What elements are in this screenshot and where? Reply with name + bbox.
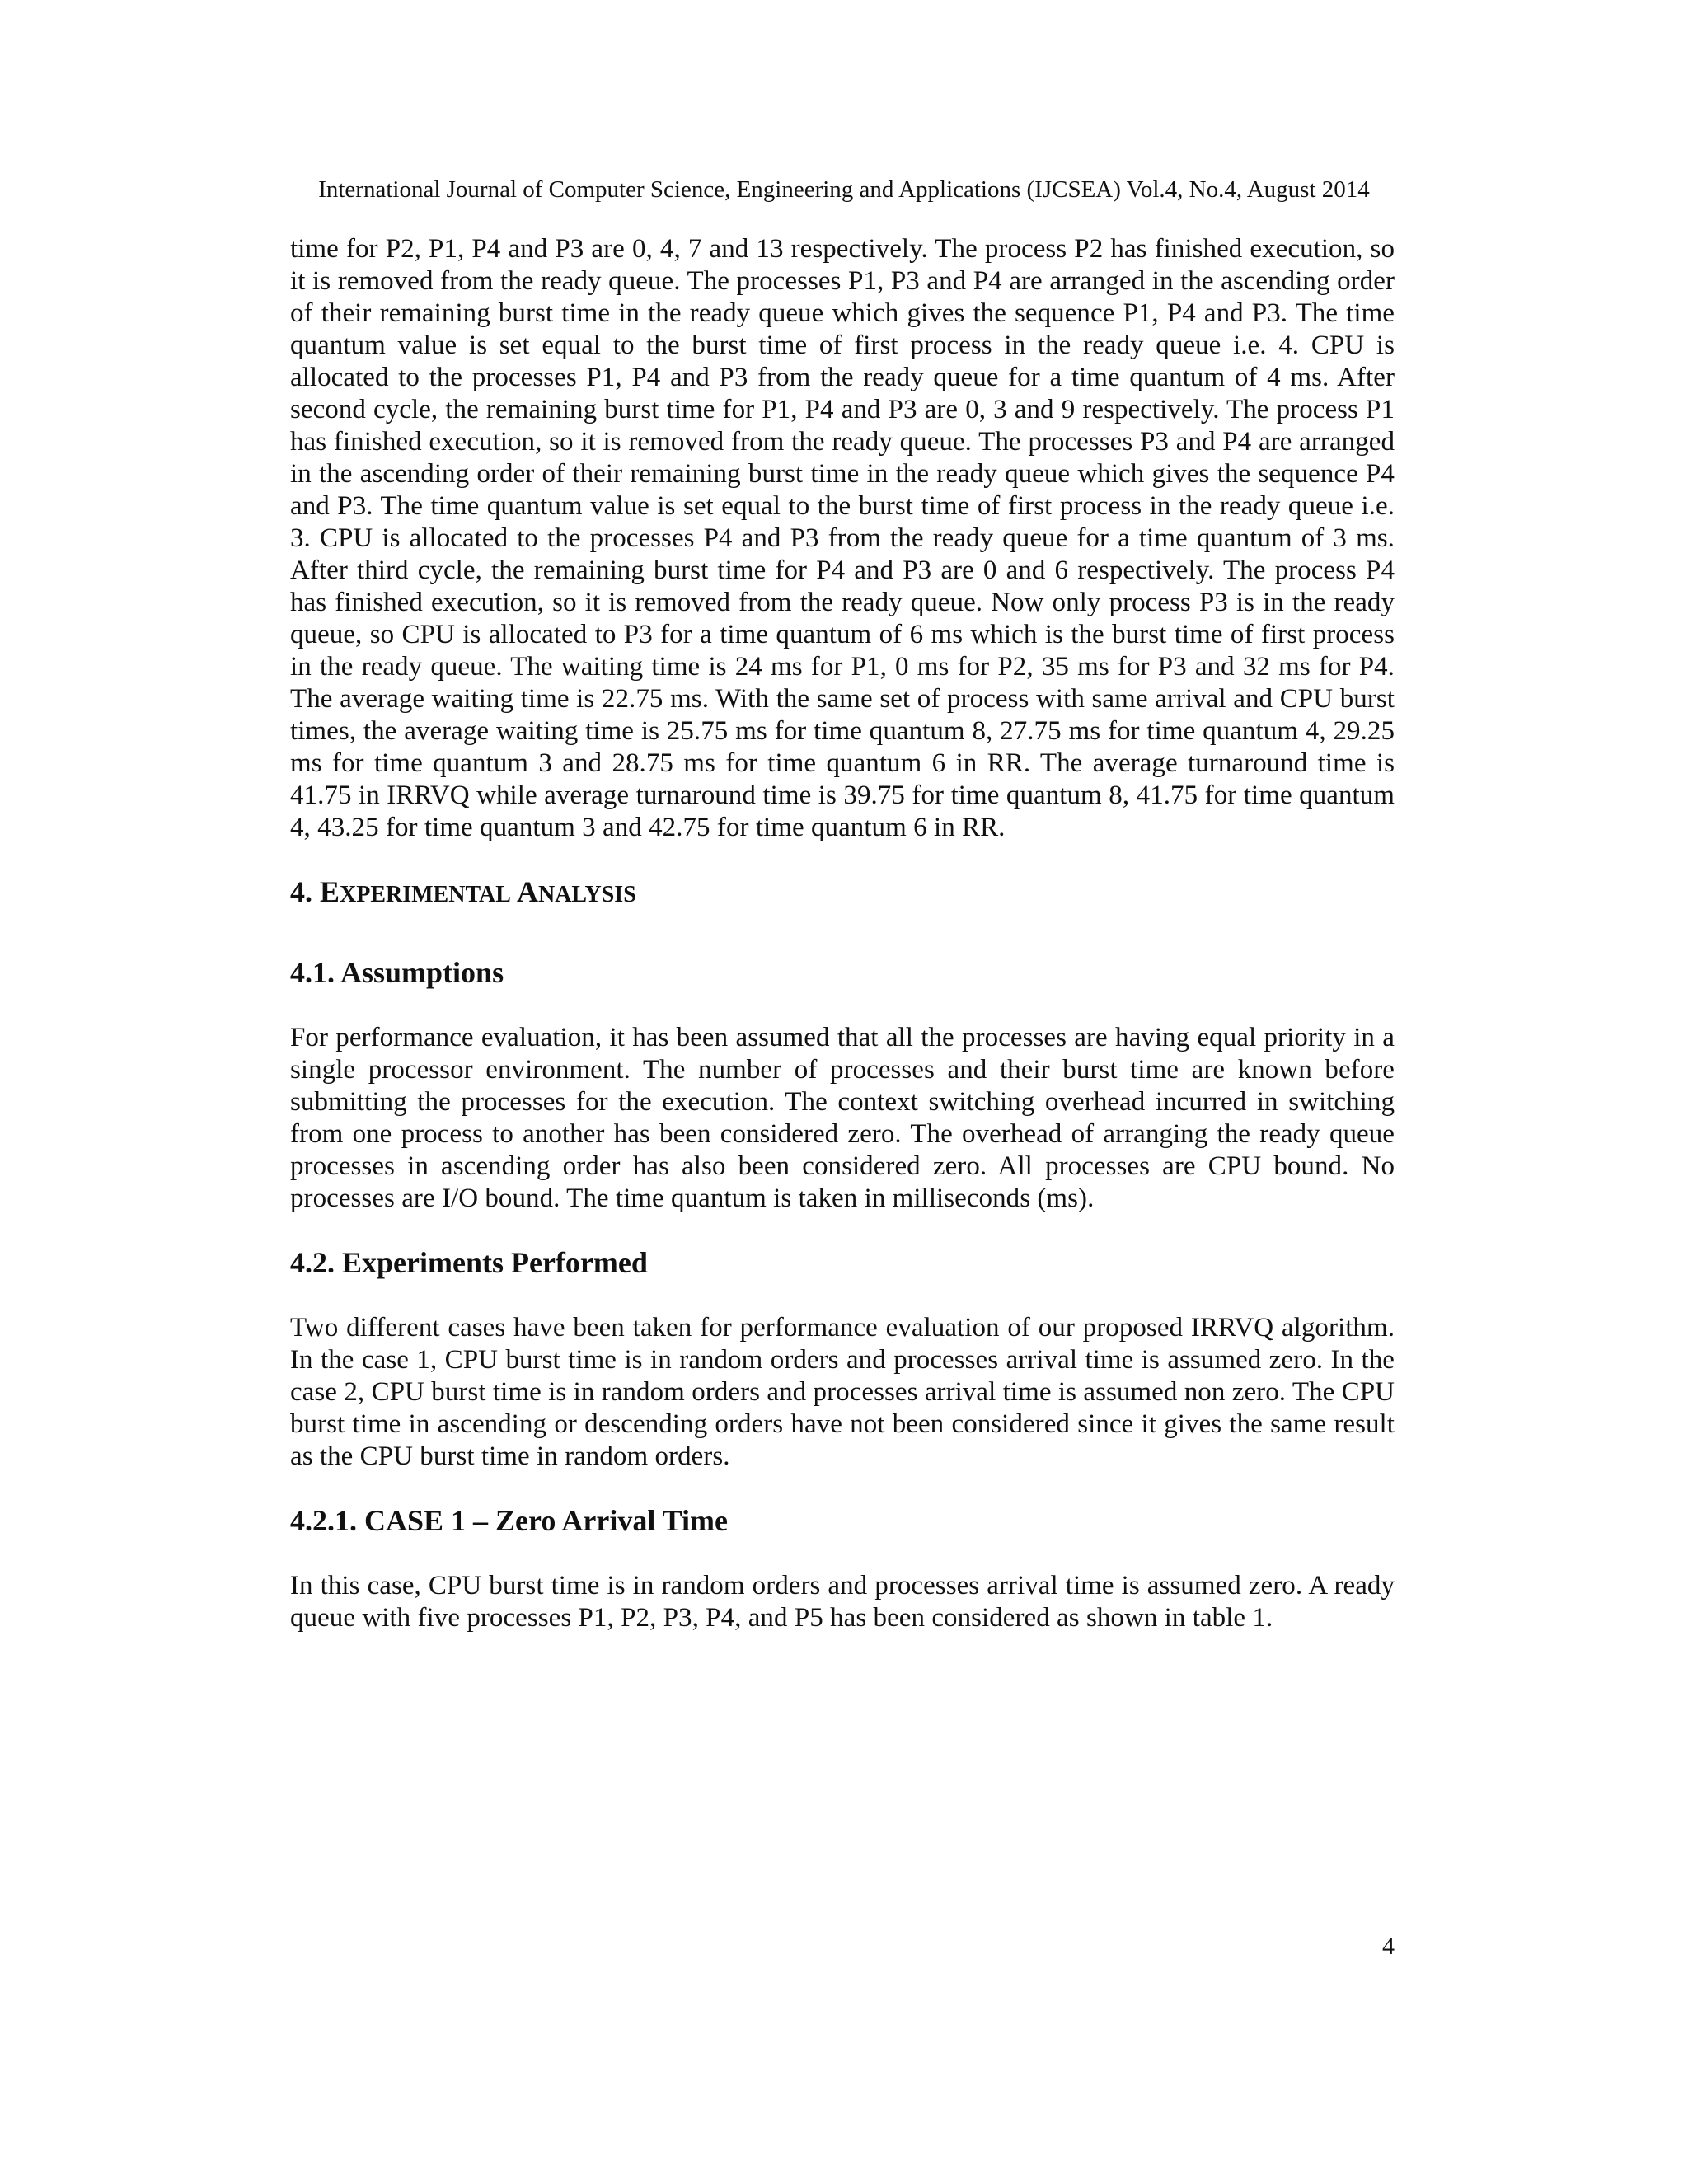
section-number: 4.: [290, 875, 320, 908]
paragraph-example-walkthrough: time for P2, P1, P4 and P3 are 0, 4, 7 and 13 respectively. The process P2 has finished execution, so it is removed from the ready queue. The processes P1, P3 and P4 are arranged in the ascending order of their remaining burst time in the ready queue which gives the sequence P1, P4 and P3. The time quantum value is set equal to the burst time of first process in the ready queue i.e. 4. CPU is allocated to the processes P1, P4 and P3 from the ready queue for a time quantum of 4 ms. After second cycle, the remaining burst time for P1, P4 and P3 are 0, 3 and 9 respectively. The process P1 has finished execution, so it is removed from the ready queue. The processes P3 and P4 are arranged in the ascending order of their remaining burst time in the ready queue which gives the sequence P4 and P3. The time quantum value is set equal to the burst time of first process in the ready queue i.e. 3. CPU is allocated to the processes P4 and P3 from the ready queue for a time quantum of 3 ms. After third cycle, the remaining burst time for P4 and P3 are 0 and 6 respectively. The process P4 has finished execution, so it is removed from the ready queue. Now only process P3 is in the ready queue, so CPU is allocated to P3 for a time quantum of 6 ms which is the burst time of first process in the ready queue. The waiting time is 24 ms for P1, 0 ms for P2, 35 ms for P3 and 32 ms for P4. The average waiting time is 22.75 ms. With the same set of process with same arrival and CPU burst times, the average waiting time is 25.75 ms for time quantum 8, 27.75 ms for time quantum 4, 29.25 ms for time quantum 3 and 28.75 ms for time quantum 6 in RR. The average turnaround time is 41.75 in IRRVQ while average turnaround time is 39.75 for time quantum 8, 41.75 for time quantum 4, 43.25 for time quantum 3 and 42.75 for time quantum 6 in RR.: [290, 234, 1395, 842]
section-title-cap-2: A: [510, 875, 538, 908]
section-title-small-2: NALYSIS: [537, 882, 636, 907]
subsection-heading-case-1: 4.2.1. CASE 1 – Zero Arrival Time: [290, 1504, 728, 1537]
paragraph-assumptions: For performance evaluation, it has been assumed that all the processes are having equal priority in a single processor environment. The number of processes and their burst time are known before submitting the processes for the execution. The context switching overhead incurred in switching from one process to another has been considered zero. The overhead of arranging the ready queue processes in ascending order has also been considered zero. All processes are CPU bound. No processes are I/O bound. The time quantum is taken in milliseconds (ms).: [290, 1023, 1395, 1213]
running-header: International Journal of Computer Science, Engineering and Applications (IJCSEA) Vol.4, No.4, August 2014: [318, 176, 1370, 203]
section-heading-experimental-analysis: [290, 874, 1395, 913]
paragraph-experiments-performed: Two different cases have been taken for performance evaluation of our proposed IRRVQ algorithm. In the case 1, CPU burst time is in random orders and processes arrival time is assumed zero. In the case 2, CPU burst time is in random orders and processes arrival time is assumed non zero. The CPU burst time in ascending or descending orders have not been considered since it gives the same result as the CPU burst time in random orders.: [290, 1313, 1395, 1471]
section-title-small-1: XPERIMENTAL: [340, 882, 511, 907]
subsection-heading-assumptions: 4.1. Assumptions: [290, 956, 504, 989]
section-title-cap-1: E: [320, 875, 340, 908]
subsection-heading-experiments-performed: 4.2. Experiments Performed: [290, 1246, 648, 1279]
page-body: [290, 233, 1395, 1634]
paragraph-case-1: In this case, CPU burst time is in random orders and processes arrival time is assumed zero. A ready queue with five processes P1, P2, P3, P4, and P5 has been considered as shown in table 1.: [290, 1571, 1395, 1633]
page-number: 4: [1382, 1933, 1395, 1960]
